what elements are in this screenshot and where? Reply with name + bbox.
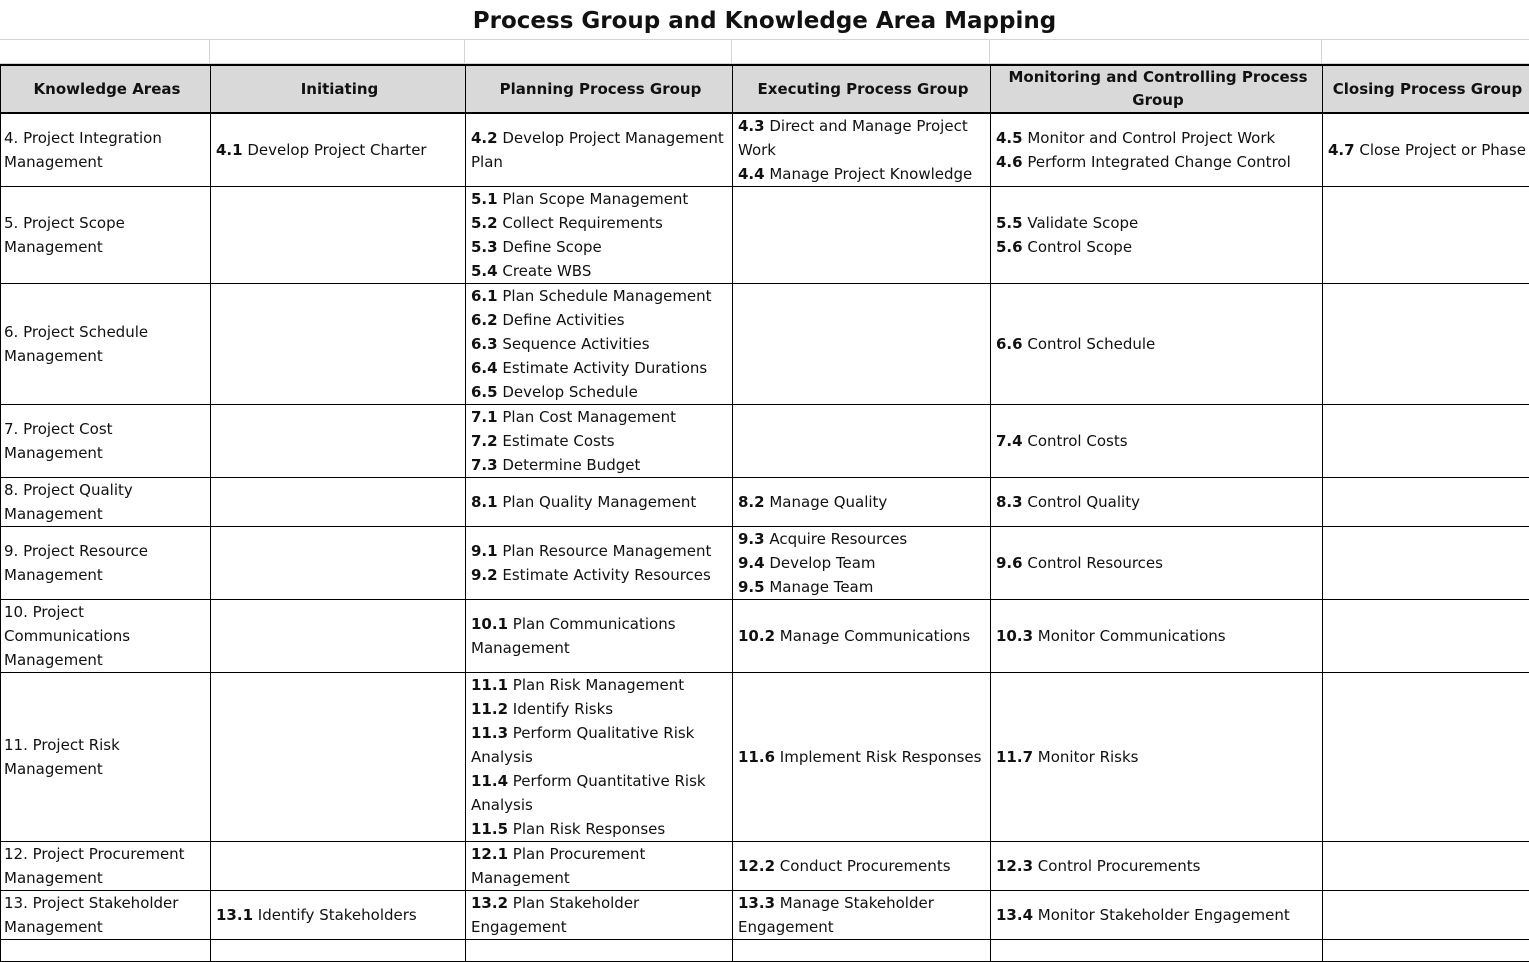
- process-code: 5.5: [996, 214, 1023, 232]
- planning-cell: [466, 478, 733, 527]
- process-name: Plan Communications Management: [471, 615, 676, 657]
- executing-cell: [733, 478, 991, 527]
- process-entry: [996, 211, 1322, 235]
- process-code: 13.4: [996, 906, 1033, 924]
- process-entry: [471, 673, 732, 697]
- process-code: 4.5: [996, 129, 1023, 147]
- header-executing: Executing Process Group: [733, 65, 991, 113]
- executing-cell: [733, 405, 991, 478]
- executing-cell: [733, 187, 991, 284]
- process-entry: [996, 235, 1322, 259]
- planning-cell: [466, 600, 733, 673]
- table-row: [1, 405, 1529, 478]
- closing-cell: [1323, 405, 1529, 478]
- monitoring-cell: [991, 600, 1323, 673]
- knowledge-area-label: 7. Project Cost Management: [4, 420, 113, 462]
- process-entry: [996, 490, 1322, 514]
- process-code: 13.3: [738, 894, 775, 912]
- knowledge-area-label: 12. Project Procurement Management: [4, 845, 185, 887]
- process-code: 4.2: [471, 129, 498, 147]
- process-code: 12.2: [738, 857, 775, 875]
- process-name: Create WBS: [502, 262, 591, 280]
- process-code: 5.4: [471, 262, 498, 280]
- process-entry: [471, 405, 732, 429]
- knowledge-area-cell: [1, 113, 211, 187]
- process-code: 12.1: [471, 845, 508, 863]
- executing-cell: [733, 113, 991, 187]
- process-entry: [738, 624, 990, 648]
- process-entry: [471, 721, 732, 769]
- process-code: 4.6: [996, 153, 1023, 171]
- process-code: 4.1: [216, 141, 243, 159]
- process-entry: [738, 114, 990, 162]
- page-title: Process Group and Knowledge Area Mapping: [0, 0, 1529, 40]
- process-code: 11.5: [471, 820, 508, 838]
- process-entry: [996, 150, 1322, 174]
- process-name: Control Costs: [1027, 432, 1127, 450]
- process-code: 11.3: [471, 724, 508, 742]
- initiating-cell: [211, 478, 466, 527]
- knowledge-area-cell: [1, 600, 211, 673]
- knowledge-area-cell: [1, 284, 211, 405]
- process-name: Plan Quality Management: [502, 493, 696, 511]
- process-entry: [216, 903, 465, 927]
- closing-cell: [1323, 284, 1529, 405]
- process-code: 11.6: [738, 748, 775, 766]
- knowledge-area-label: 5. Project Scope Management: [4, 214, 125, 256]
- process-code: 6.2: [471, 311, 498, 329]
- process-code: 6.6: [996, 335, 1023, 353]
- process-entry: [996, 903, 1322, 927]
- process-entry: [471, 235, 732, 259]
- table-row: [1, 673, 1529, 842]
- table-row: [1, 187, 1529, 284]
- table-row: [1, 600, 1529, 673]
- table-row: [1, 113, 1529, 187]
- process-name: Manage Stakeholder Engagement: [738, 894, 934, 936]
- process-name: Estimate Activity Durations: [502, 359, 707, 377]
- process-name: Validate Scope: [1027, 214, 1138, 232]
- process-entry: [996, 745, 1322, 769]
- process-name: Plan Schedule Management: [502, 287, 711, 305]
- knowledge-area-cell: [1, 891, 211, 940]
- header-planning: Planning Process Group: [466, 65, 733, 113]
- executing-cell: [733, 891, 991, 940]
- process-code: 10.1: [471, 615, 508, 633]
- table-row: [1, 478, 1529, 527]
- monitoring-cell: [991, 187, 1323, 284]
- process-name: Conduct Procurements: [780, 857, 951, 875]
- process-entry: [996, 551, 1322, 575]
- table-row: [1, 842, 1529, 891]
- process-entry: [471, 697, 732, 721]
- process-code: 11.2: [471, 700, 508, 718]
- table-row: [1, 527, 1529, 600]
- process-entry: [471, 612, 732, 660]
- initiating-cell: [211, 600, 466, 673]
- process-name: Control Procurements: [1038, 857, 1201, 875]
- executing-cell: [733, 842, 991, 891]
- process-name: Monitor Stakeholder Engagement: [1038, 906, 1290, 924]
- knowledge-area-cell: [1, 187, 211, 284]
- process-code: 7.4: [996, 432, 1023, 450]
- process-code: 7.3: [471, 456, 498, 474]
- process-code: 4.3: [738, 117, 765, 135]
- process-name: Plan Scope Management: [502, 190, 688, 208]
- process-code: 6.4: [471, 359, 498, 377]
- monitoring-cell: [991, 891, 1323, 940]
- process-name: Perform Integrated Change Control: [1027, 153, 1290, 171]
- process-name: Perform Qualitative Risk Analysis: [471, 724, 694, 766]
- process-entry: [471, 769, 732, 817]
- knowledge-area-cell: [1, 673, 211, 842]
- monitoring-cell: [991, 113, 1323, 187]
- process-entry: [738, 891, 990, 939]
- process-name: Develop Schedule: [502, 383, 637, 401]
- process-entry: [738, 575, 990, 599]
- process-name: Plan Stakeholder Engagement: [471, 894, 639, 936]
- header-knowledge-areas: Knowledge Areas: [1, 65, 211, 113]
- planning-cell: [466, 284, 733, 405]
- process-name: Implement Risk Responses: [780, 748, 982, 766]
- process-name: Plan Risk Responses: [513, 820, 665, 838]
- process-code: 13.1: [216, 906, 253, 924]
- planning-cell: [466, 891, 733, 940]
- initiating-cell: [211, 527, 466, 600]
- process-name: Estimate Activity Resources: [502, 566, 711, 584]
- process-entry: [996, 332, 1322, 356]
- process-entry: [471, 453, 732, 477]
- executing-cell: [733, 600, 991, 673]
- process-code: 9.5: [738, 578, 765, 596]
- closing-cell: [1323, 478, 1529, 527]
- closing-cell: [1323, 187, 1529, 284]
- process-entry: [738, 551, 990, 575]
- process-entry: [1328, 138, 1529, 162]
- process-name: Close Project or Phase: [1359, 141, 1526, 159]
- planning-cell: [466, 187, 733, 284]
- process-name: Manage Communications: [780, 627, 970, 645]
- process-code: 9.6: [996, 554, 1023, 572]
- process-name: Define Activities: [502, 311, 624, 329]
- process-name: Monitor and Control Project Work: [1027, 129, 1275, 147]
- process-code: 6.1: [471, 287, 498, 305]
- process-name: Acquire Resources: [769, 530, 907, 548]
- process-code: 5.1: [471, 190, 498, 208]
- process-name: Control Scope: [1027, 238, 1132, 256]
- process-code: 6.5: [471, 383, 498, 401]
- knowledge-area-label: 6. Project Schedule Management: [4, 323, 148, 365]
- process-name: Manage Team: [769, 578, 873, 596]
- process-entry: [996, 624, 1322, 648]
- process-entry: [471, 490, 732, 514]
- monitoring-cell: [991, 527, 1323, 600]
- process-name: Plan Procurement Management: [471, 845, 645, 887]
- initiating-cell: [211, 405, 466, 478]
- closing-cell: [1323, 891, 1529, 940]
- process-code: 4.4: [738, 165, 765, 183]
- table-body: [1, 113, 1529, 962]
- process-code: 9.3: [738, 530, 765, 548]
- process-entry: [216, 138, 465, 162]
- knowledge-area-label: 13. Project Stakeholder Management: [4, 894, 178, 936]
- planning-cell: [466, 405, 733, 478]
- process-name: Manage Quality: [769, 493, 887, 511]
- process-entry: [471, 126, 732, 174]
- process-entry: [471, 211, 732, 235]
- table-row: [1, 891, 1529, 940]
- process-entry: [738, 854, 990, 878]
- empty-cell: [466, 940, 733, 962]
- table-row: [1, 284, 1529, 405]
- header-closing: Closing Process Group: [1323, 65, 1529, 113]
- process-code: 8.3: [996, 493, 1023, 511]
- process-code: 9.1: [471, 542, 498, 560]
- initiating-cell: [211, 113, 466, 187]
- process-entry: [471, 891, 732, 939]
- process-code: 12.3: [996, 857, 1033, 875]
- empty-cell: [1323, 940, 1529, 962]
- process-name: Monitor Risks: [1038, 748, 1139, 766]
- blank-spacer-row: [0, 40, 1529, 64]
- process-entry: [996, 854, 1322, 878]
- process-code: 9.2: [471, 566, 498, 584]
- knowledge-area-cell: [1, 405, 211, 478]
- process-entry: [471, 332, 732, 356]
- mapping-table: [0, 64, 1529, 962]
- process-code: 7.1: [471, 408, 498, 426]
- knowledge-area-label: 11. Project Risk Management: [4, 736, 120, 778]
- process-entry: [471, 539, 732, 563]
- process-entry: [471, 356, 732, 380]
- empty-cell: [211, 940, 466, 962]
- knowledge-area-label: 8. Project Quality Management: [4, 481, 133, 523]
- process-name: Identify Stakeholders: [258, 906, 417, 924]
- process-name: Develop Team: [769, 554, 875, 572]
- process-name: Develop Project Charter: [247, 141, 426, 159]
- process-name: Determine Budget: [502, 456, 640, 474]
- executing-cell: [733, 284, 991, 405]
- closing-cell: [1323, 600, 1529, 673]
- empty-cell: [733, 940, 991, 962]
- process-entry: [471, 284, 732, 308]
- planning-cell: [466, 673, 733, 842]
- process-name: Sequence Activities: [502, 335, 649, 353]
- monitoring-cell: [991, 842, 1323, 891]
- initiating-cell: [211, 842, 466, 891]
- process-name: Plan Cost Management: [502, 408, 676, 426]
- executing-cell: [733, 673, 991, 842]
- monitoring-cell: [991, 405, 1323, 478]
- process-entry: [738, 527, 990, 551]
- process-code: 6.3: [471, 335, 498, 353]
- knowledge-area-cell: [1, 478, 211, 527]
- process-code: 7.2: [471, 432, 498, 450]
- executing-cell: [733, 527, 991, 600]
- process-entry: [471, 429, 732, 453]
- process-name: Perform Quantitative Risk Analysis: [471, 772, 706, 814]
- process-entry: [738, 490, 990, 514]
- monitoring-cell: [991, 284, 1323, 405]
- header-monitoring: Monitoring and Controlling Process Group: [991, 65, 1323, 113]
- process-code: 5.6: [996, 238, 1023, 256]
- initiating-cell: [211, 673, 466, 842]
- process-entry: [471, 308, 732, 332]
- process-code: 5.2: [471, 214, 498, 232]
- process-code: 11.7: [996, 748, 1033, 766]
- process-code: 10.2: [738, 627, 775, 645]
- knowledge-area-label: 9. Project Resource Management: [4, 542, 148, 584]
- process-code: 9.4: [738, 554, 765, 572]
- initiating-cell: [211, 187, 466, 284]
- process-name: Estimate Costs: [502, 432, 614, 450]
- closing-cell: [1323, 673, 1529, 842]
- process-name: Control Schedule: [1027, 335, 1155, 353]
- process-name: Manage Project Knowledge: [769, 165, 972, 183]
- process-name: Define Scope: [502, 238, 601, 256]
- process-entry: [471, 842, 732, 890]
- process-code: 5.3: [471, 238, 498, 256]
- process-entry: [996, 429, 1322, 453]
- process-name: Develop Project Management Plan: [471, 129, 724, 171]
- knowledge-area-cell: [1, 842, 211, 891]
- knowledge-area-cell: [1, 527, 211, 600]
- process-entry: [471, 563, 732, 587]
- initiating-cell: [211, 284, 466, 405]
- empty-row: [1, 940, 1529, 962]
- process-entry: [996, 126, 1322, 150]
- process-name: Control Quality: [1027, 493, 1140, 511]
- process-name: Direct and Manage Project Work: [738, 117, 968, 159]
- process-name: Plan Resource Management: [502, 542, 711, 560]
- process-name: Plan Risk Management: [513, 676, 684, 694]
- process-code: 4.7: [1328, 141, 1355, 159]
- planning-cell: [466, 842, 733, 891]
- knowledge-area-label: 10. Project Communications Management: [4, 603, 130, 669]
- monitoring-cell: [991, 478, 1323, 527]
- empty-cell: [1, 940, 211, 962]
- process-name: Identify Risks: [513, 700, 613, 718]
- process-code: 8.2: [738, 493, 765, 511]
- header-row: [1, 65, 1529, 113]
- process-entry: [471, 380, 732, 404]
- process-entry: [471, 817, 732, 841]
- process-code: 13.2: [471, 894, 508, 912]
- closing-cell: [1323, 113, 1529, 187]
- monitoring-cell: [991, 673, 1323, 842]
- closing-cell: [1323, 527, 1529, 600]
- process-entry: [471, 187, 732, 211]
- process-name: Collect Requirements: [502, 214, 662, 232]
- process-code: 11.1: [471, 676, 508, 694]
- process-entry: [738, 745, 990, 769]
- closing-cell: [1323, 842, 1529, 891]
- header-initiating: Initiating: [211, 65, 466, 113]
- planning-cell: [466, 113, 733, 187]
- process-entry: [471, 259, 732, 283]
- process-name: Control Resources: [1027, 554, 1163, 572]
- process-code: 11.4: [471, 772, 508, 790]
- process-code: 10.3: [996, 627, 1033, 645]
- process-name: Monitor Communications: [1038, 627, 1226, 645]
- process-code: 8.1: [471, 493, 498, 511]
- initiating-cell: [211, 891, 466, 940]
- knowledge-area-label: 4. Project Integration Management: [4, 129, 162, 171]
- process-entry: [738, 162, 990, 186]
- planning-cell: [466, 527, 733, 600]
- empty-cell: [991, 940, 1323, 962]
